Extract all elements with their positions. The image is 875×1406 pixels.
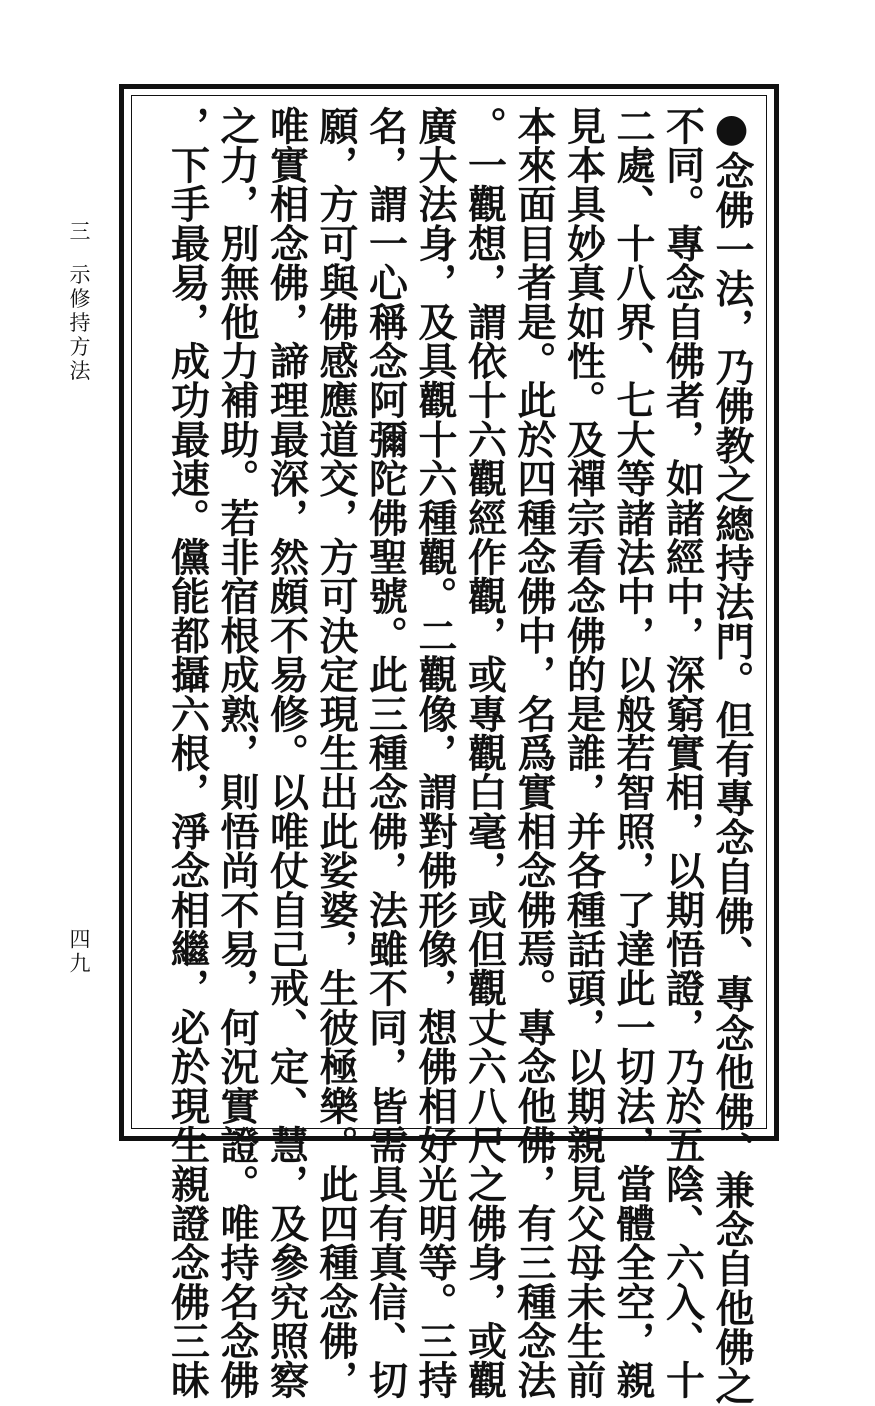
running-header [64, 220, 94, 384]
chapter-title: 示修持方法 [67, 263, 91, 384]
text-line: 願，方可與佛感應道交，方可決定現生出此娑婆，生彼極樂。此四種念佛， [313, 106, 358, 1400]
page-number: 四九 [67, 928, 91, 976]
text-line: 唯實相念佛，諦理最深，然頗不易修。以唯仗自己戒、定、慧，及參究照察 [263, 106, 309, 1400]
text-line: 之力，別無他力補助。若非宿根成熟，則悟尚不易，何況實證。唯持名念佛 [214, 106, 259, 1400]
text-line: 。一觀想，謂依十六觀經作觀，或專觀白毫，或但觀丈六八尺之佛身，或觀 [461, 106, 507, 1400]
text-line: 不同。專念自佛者，如諸經中，深窮實相，以期悟證，乃於五陰、六入、十 [659, 106, 705, 1400]
text-line: 廣大法身，及具觀十六種觀。二觀像，謂對佛形像，想佛相好光明等。三持 [412, 106, 457, 1400]
text-line: 本來面目者是。此於四種念佛中，名爲實相念佛焉。專念他佛，有三種念法 [511, 106, 556, 1400]
chapter-number: 三 [67, 220, 91, 244]
text-line: 名，謂一心稱念阿彌陀佛聖號。此三種念佛，法雖不同，皆需具有真信、切 [362, 106, 408, 1400]
text-line: 見本具妙真如性。及禪宗看念佛的是誰，并各種話頭，以期親見父母未生前 [560, 106, 606, 1400]
text-line: ，下手最易，成功最速。儻能都攝六根，淨念相繼，必於現生親證念佛三昧 [164, 106, 210, 1400]
text-line: ●念佛一法，乃佛教之總持法門。但有專念自佛、專念他佛、兼念自他佛之 [709, 106, 754, 1406]
text-line: 二處、十八界、七大等諸法中，以般若智照，了達此一切法，當體全空，親 [610, 106, 655, 1400]
body-text [146, 106, 756, 1406]
